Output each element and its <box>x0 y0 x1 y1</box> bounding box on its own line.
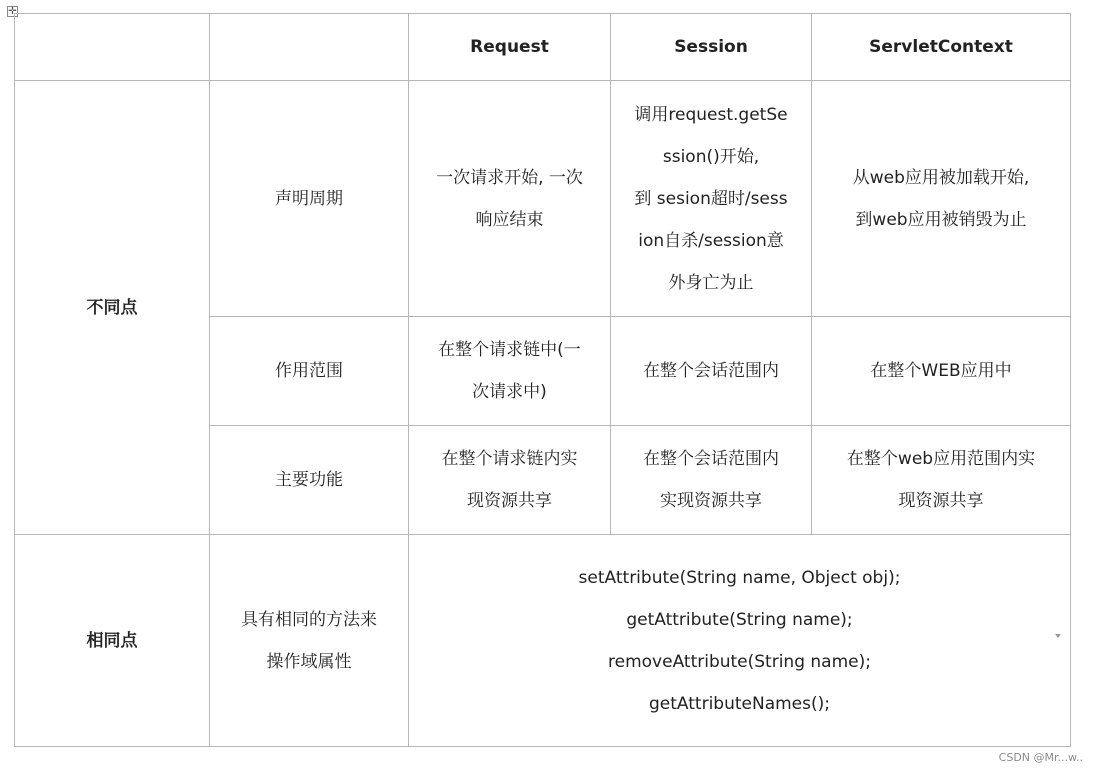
text-line: 操作域属性 <box>266 651 352 672</box>
cell-lifecycle-context <box>812 81 1071 317</box>
method-line: getAttribute(String name); <box>626 609 853 630</box>
comparison-table <box>14 13 1071 747</box>
text-line: 在整个请求链内实 <box>441 449 578 469</box>
header-servlet-context: ServletContext <box>812 14 1071 81</box>
cell-scope-session <box>611 317 812 426</box>
text-line: 调用request.getSe <box>634 104 788 125</box>
cell-scope-request <box>409 317 611 426</box>
row-label-common <box>210 535 409 747</box>
row-label-scope: 作用范围 <box>210 317 409 426</box>
group-different: 不同点 <box>15 81 210 535</box>
row-label-function: 主要功能 <box>210 426 409 535</box>
text-line: 在整个web应用范围内实 <box>846 449 1036 469</box>
dropdown-arrow-icon <box>1055 634 1061 638</box>
method-line: setAttribute(String name, Object obj); <box>578 567 901 588</box>
header-request: Request <box>409 14 611 81</box>
header-empty-cell-1 <box>15 14 210 81</box>
cell-common-methods <box>409 535 1071 747</box>
cell-lifecycle-request <box>409 81 611 317</box>
method-line: getAttributeNames(); <box>649 693 830 714</box>
text-line: 具有相同的方法来 <box>241 609 377 630</box>
text-line: 在整个请求链中(一 <box>438 340 581 360</box>
text-line: 响应结束 <box>475 209 544 230</box>
cell-function-request <box>409 426 611 535</box>
text-line: 外身亡为止 <box>668 272 754 293</box>
text-line: 在整个会话范围内 <box>643 361 779 381</box>
method-line: removeAttribute(String name); <box>608 651 871 672</box>
header-empty-cell-2 <box>210 14 409 81</box>
text-line: 在整个会话范围内 <box>643 449 779 469</box>
group-same: 相同点 <box>15 535 210 747</box>
text-line: 到web应用被销毁为止 <box>855 209 1027 230</box>
text-line: ssion()开始, <box>662 146 760 167</box>
row-lifecycle <box>15 81 1071 317</box>
cell-function-context <box>812 426 1071 535</box>
text-line: ion自杀/session意 <box>638 230 784 251</box>
text-line: 实现资源共享 <box>660 491 762 511</box>
text-line: 在整个WEB应用中 <box>870 361 1012 381</box>
text-line: 现资源共享 <box>898 491 984 511</box>
row-label-lifecycle: 声明周期 <box>210 81 409 317</box>
cell-function-session <box>611 426 812 535</box>
cell-lifecycle-session <box>611 81 812 317</box>
watermark: CSDN @Mr...w.. <box>998 751 1083 764</box>
text-line: 从web应用被加载开始, <box>852 167 1030 188</box>
cell-scope-context <box>812 317 1071 426</box>
text-line: 次请求中) <box>472 382 547 402</box>
row-common <box>15 535 1071 747</box>
table-move-handle-icon[interactable]: ✛ <box>8 5 17 17</box>
text-line: 一次请求开始, 一次 <box>436 167 583 188</box>
text-line: 到 sesion超时/sess <box>634 188 788 209</box>
text-line: 现资源共享 <box>467 491 552 511</box>
header-row <box>15 14 1071 81</box>
header-session: Session <box>611 14 812 81</box>
